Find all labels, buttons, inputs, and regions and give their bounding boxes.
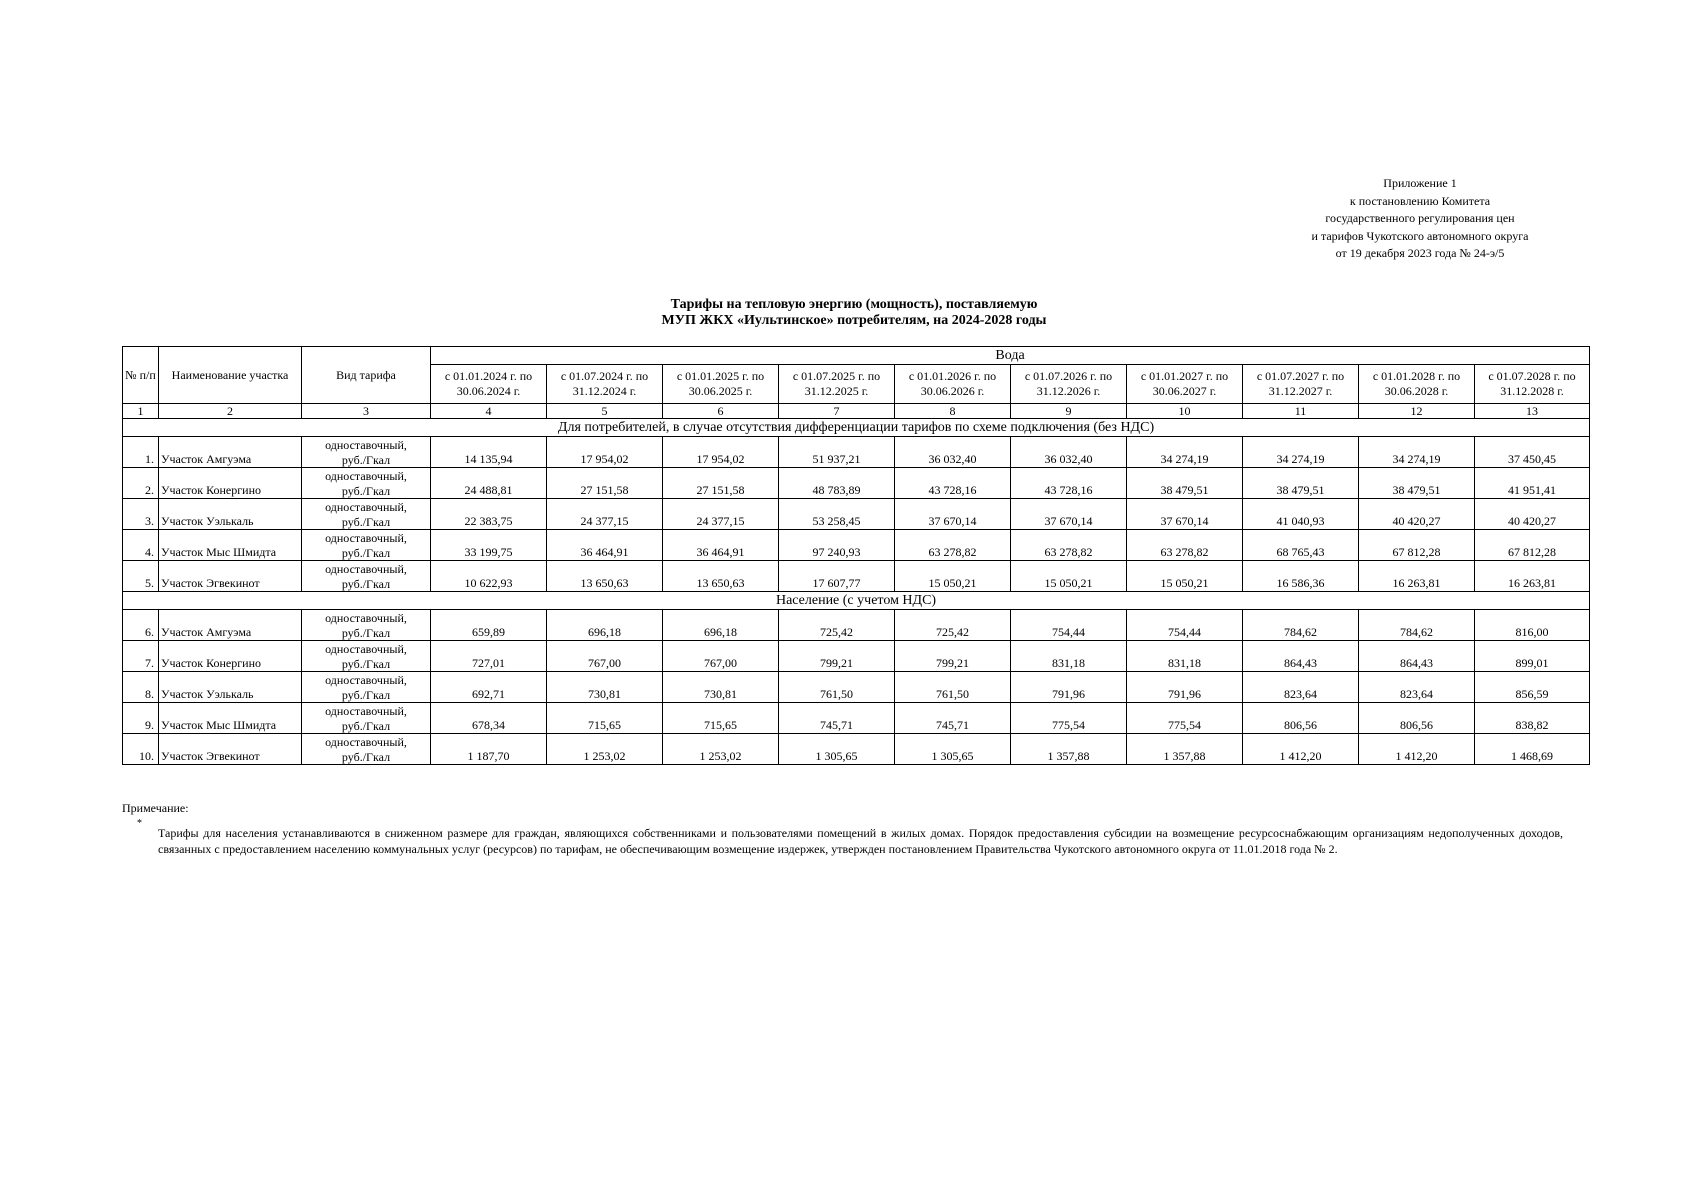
tariff-value-cell: 24 377,15 [663, 499, 779, 530]
tariff-value-cell: 67 812,28 [1475, 530, 1590, 561]
tariff-type-line-1: одноставочный, [325, 469, 407, 483]
tariff-value-cell: 13 650,63 [663, 561, 779, 592]
row-site-name: Участок Эгвекинот [159, 734, 302, 765]
note-text: Тарифы для населения устанавливаются в сниженном размере для граждан, являющихся собственниками и пользователями помещений в жилых домах. Порядок предоставления субсидии на возмещение ресурсоснабжающим организациям недополученных доходов, связанных с предоставлением населению коммунальных услуг (ресурсов) по тарифам, не обеспечивающим возмещение издержек, утвержден постановлением Правительства Чукотского автономного округа от 11.01.2018 года № 2. [158, 826, 1563, 856]
tariff-value-cell: 13 650,63 [547, 561, 663, 592]
tariff-value-cell: 799,21 [779, 641, 895, 672]
tariff-value-cell: 816,00 [1475, 610, 1590, 641]
table-row [123, 561, 1590, 592]
tariff-value-cell: 14 135,94 [431, 437, 547, 468]
tariff-value-cell: 24 377,15 [547, 499, 663, 530]
tariff-value-cell: 17 954,02 [663, 437, 779, 468]
column-number: 2 [159, 404, 302, 419]
section-title: Население (с учетом НДС) [123, 592, 1590, 610]
row-tariff-type [302, 703, 431, 734]
tariff-value-cell: 97 240,93 [779, 530, 895, 561]
tariff-value-cell: 725,42 [779, 610, 895, 641]
tariff-type-line-1: одноставочный, [325, 438, 407, 452]
row-number: 1. [123, 437, 159, 468]
tariff-type-line-1: одноставочный, [325, 611, 407, 625]
appendix-line: к постановлению Комитета [1349, 193, 1491, 208]
header-row-group [123, 347, 1590, 365]
tariff-value-cell: 767,00 [663, 641, 779, 672]
row-tariff-type [302, 734, 431, 765]
tariff-value-cell: 38 479,51 [1243, 468, 1359, 499]
header-num: № п/п [123, 347, 159, 404]
tariff-value-cell: 799,21 [895, 641, 1011, 672]
row-tariff-type [302, 641, 431, 672]
tariff-value-cell: 715,65 [547, 703, 663, 734]
header-period: с 01.07.2027 г. по 31.12.2027 г. [1243, 365, 1359, 404]
tariff-value-cell: 48 783,89 [779, 468, 895, 499]
tariff-type-line-2: руб./Гкал [341, 749, 391, 764]
tariff-value-cell: 791,96 [1011, 672, 1127, 703]
header-period: с 01.01.2026 г. по 30.06.2026 г. [895, 365, 1011, 404]
tariff-value-cell: 1 357,88 [1011, 734, 1127, 765]
row-site-name: Участок Мыс Шмидта [159, 530, 302, 561]
row-number: 5. [123, 561, 159, 592]
column-number: 11 [1243, 404, 1359, 419]
table-row [123, 734, 1590, 765]
header-period: с 01.01.2027 г. по 30.06.2027 г. [1127, 365, 1243, 404]
appendix-line: и тарифов Чукотского автономного округа [1311, 228, 1529, 243]
tariff-value-cell: 659,89 [431, 610, 547, 641]
row-number: 7. [123, 641, 159, 672]
column-number: 5 [547, 404, 663, 419]
tariff-value-cell: 41 040,93 [1243, 499, 1359, 530]
row-site-name: Участок Уэлькаль [159, 672, 302, 703]
tariff-type-line-1: одноставочный, [325, 704, 407, 718]
row-tariff-type [302, 437, 431, 468]
tariff-value-cell: 68 765,43 [1243, 530, 1359, 561]
tariff-value-cell: 40 420,27 [1359, 499, 1475, 530]
tariff-type-line-1: одноставочный, [325, 562, 407, 576]
tariff-value-cell: 1 305,65 [779, 734, 895, 765]
tariff-value-cell: 761,50 [779, 672, 895, 703]
header-name: Наименование участка [159, 347, 302, 404]
header-period: с 01.07.2026 г. по 31.12.2026 г. [1011, 365, 1127, 404]
tariff-value-cell: 10 622,93 [431, 561, 547, 592]
table-row [123, 610, 1590, 641]
tariff-value-cell: 1 412,20 [1243, 734, 1359, 765]
section-title: Для потребителей, в случае отсутствия дифференциации тарифов по схеме подключения (без НДС) [123, 419, 1590, 437]
tariff-value-cell: 692,71 [431, 672, 547, 703]
tariff-value-cell: 36 032,40 [1011, 437, 1127, 468]
tariff-value-cell: 17 954,02 [547, 437, 663, 468]
row-site-name: Участок Амгуэма [159, 437, 302, 468]
tariff-value-cell: 27 151,58 [663, 468, 779, 499]
tariff-value-cell: 38 479,51 [1127, 468, 1243, 499]
tariff-value-cell: 745,71 [895, 703, 1011, 734]
tariff-value-cell: 24 488,81 [431, 468, 547, 499]
tariff-value-cell: 16 263,81 [1359, 561, 1475, 592]
tariff-type-line-1: одноставочный, [325, 500, 407, 514]
title-line-2: МУП ЖКХ «Иультинское» потребителям, на 2024-2028 годы [661, 313, 1047, 328]
header-period: с 01.01.2024 г. по 30.06.2024 г. [431, 365, 547, 404]
row-site-name: Участок Мыс Шмидта [159, 703, 302, 734]
tariff-value-cell: 1 357,88 [1127, 734, 1243, 765]
row-tariff-type [302, 530, 431, 561]
tariff-value-cell: 43 728,16 [895, 468, 1011, 499]
tariff-value-cell: 761,50 [895, 672, 1011, 703]
column-number: 4 [431, 404, 547, 419]
appendix-block [1250, 175, 1590, 263]
tariff-type-line-2: руб./Гкал [341, 545, 391, 560]
tariff-type-line-2: руб./Гкал [341, 514, 391, 529]
tariff-value-cell: 1 412,20 [1359, 734, 1475, 765]
tariff-value-cell: 36 464,91 [663, 530, 779, 561]
tariff-value-cell: 63 278,82 [1011, 530, 1127, 561]
tariff-value-cell: 730,81 [663, 672, 779, 703]
row-tariff-type [302, 561, 431, 592]
tariff-value-cell: 725,42 [895, 610, 1011, 641]
header-row-column-numbers [123, 404, 1590, 419]
tariff-value-cell: 838,82 [1475, 703, 1590, 734]
tariff-value-cell: 36 464,91 [547, 530, 663, 561]
row-number: 6. [123, 610, 159, 641]
tariff-value-cell: 730,81 [547, 672, 663, 703]
tariff-value-cell: 1 468,69 [1475, 734, 1590, 765]
row-tariff-type [302, 499, 431, 530]
tariff-value-cell: 33 199,75 [431, 530, 547, 561]
tariff-value-cell: 678,34 [431, 703, 547, 734]
tariff-value-cell: 43 728,16 [1011, 468, 1127, 499]
row-tariff-type [302, 468, 431, 499]
column-number: 6 [663, 404, 779, 419]
tariff-value-cell: 864,43 [1359, 641, 1475, 672]
tariff-value-cell: 727,01 [431, 641, 547, 672]
column-number: 9 [1011, 404, 1127, 419]
tariff-value-cell: 784,62 [1359, 610, 1475, 641]
note-asterisk: * [137, 818, 142, 829]
header-period: с 01.01.2028 г. по 30.06.2028 г. [1359, 365, 1475, 404]
row-number: 8. [123, 672, 159, 703]
note-label: Примечание: [122, 801, 189, 815]
tariff-value-cell: 27 151,58 [547, 468, 663, 499]
column-number: 10 [1127, 404, 1243, 419]
tariff-type-line-1: одноставочный, [325, 735, 407, 749]
tariff-value-cell: 775,54 [1011, 703, 1127, 734]
tariff-type-line-2: руб./Гкал [341, 718, 391, 733]
tariff-value-cell: 806,56 [1243, 703, 1359, 734]
tariff-value-cell: 767,00 [547, 641, 663, 672]
tariff-value-cell: 51 937,21 [779, 437, 895, 468]
tariff-value-cell: 53 258,45 [779, 499, 895, 530]
row-number: 9. [123, 703, 159, 734]
row-site-name: Участок Конергино [159, 468, 302, 499]
row-site-name: Участок Конергино [159, 641, 302, 672]
tariff-value-cell: 37 670,14 [1127, 499, 1243, 530]
tariff-type-line-2: руб./Гкал [341, 625, 391, 640]
tariff-type-line-2: руб./Гкал [341, 576, 391, 591]
tariff-value-cell: 831,18 [1011, 641, 1127, 672]
tariff-value-cell: 784,62 [1243, 610, 1359, 641]
header-period: с 01.07.2025 г. по 31.12.2025 г. [779, 365, 895, 404]
row-site-name: Участок Амгуэма [159, 610, 302, 641]
tariff-value-cell: 1 253,02 [547, 734, 663, 765]
table-row [123, 468, 1590, 499]
tariff-value-cell: 864,43 [1243, 641, 1359, 672]
tariff-type-line-2: руб./Гкал [341, 687, 391, 702]
tariff-value-cell: 696,18 [547, 610, 663, 641]
tariff-value-cell: 1 187,70 [431, 734, 547, 765]
table-row [123, 641, 1590, 672]
tariff-value-cell: 806,56 [1359, 703, 1475, 734]
table-row [123, 530, 1590, 561]
row-number: 4. [123, 530, 159, 561]
column-number: 13 [1475, 404, 1590, 419]
header-group-water: Вода [431, 347, 1590, 365]
row-site-name: Участок Уэлькаль [159, 499, 302, 530]
tariff-value-cell: 1 253,02 [663, 734, 779, 765]
tariff-value-cell: 823,64 [1243, 672, 1359, 703]
tariff-value-cell: 22 383,75 [431, 499, 547, 530]
tariff-value-cell: 34 274,19 [1243, 437, 1359, 468]
tariff-type-line-2: руб./Гкал [341, 452, 391, 467]
tariff-value-cell: 38 479,51 [1359, 468, 1475, 499]
tariff-value-cell: 15 050,21 [1011, 561, 1127, 592]
tariff-value-cell: 41 951,41 [1475, 468, 1590, 499]
title-line-1: Тарифы на тепловую энергию (мощность), поставляемую [670, 297, 1038, 312]
tariff-value-cell: 36 032,40 [895, 437, 1011, 468]
tariff-table [122, 346, 1590, 765]
tariff-value-cell: 775,54 [1127, 703, 1243, 734]
column-number: 3 [302, 404, 431, 419]
row-tariff-type [302, 672, 431, 703]
tariff-value-cell: 715,65 [663, 703, 779, 734]
document-title [430, 297, 1278, 329]
tariff-value-cell: 791,96 [1127, 672, 1243, 703]
tariff-value-cell: 754,44 [1011, 610, 1127, 641]
appendix-line: Приложение 1 [1383, 176, 1457, 190]
tariff-value-cell: 37 450,45 [1475, 437, 1590, 468]
tariff-value-cell: 754,44 [1127, 610, 1243, 641]
tariff-value-cell: 15 050,21 [1127, 561, 1243, 592]
tariff-type-line-1: одноставочный, [325, 642, 407, 656]
tariff-value-cell: 15 050,21 [895, 561, 1011, 592]
column-number: 8 [895, 404, 1011, 419]
tariff-value-cell: 40 420,27 [1475, 499, 1590, 530]
tariff-value-cell: 37 670,14 [895, 499, 1011, 530]
tariff-value-cell: 17 607,77 [779, 561, 895, 592]
tariff-value-cell: 823,64 [1359, 672, 1475, 703]
column-number: 12 [1359, 404, 1475, 419]
column-number: 1 [123, 404, 159, 419]
section-row [123, 419, 1590, 437]
header-period: с 01.07.2028 г. по 31.12.2028 г. [1475, 365, 1590, 404]
row-tariff-type [302, 610, 431, 641]
tariff-type-line-2: руб./Гкал [341, 483, 391, 498]
column-number: 7 [779, 404, 895, 419]
tariff-value-cell: 67 812,28 [1359, 530, 1475, 561]
table-row [123, 499, 1590, 530]
tariff-value-cell: 37 670,14 [1011, 499, 1127, 530]
tariff-value-cell: 831,18 [1127, 641, 1243, 672]
tariff-value-cell: 63 278,82 [895, 530, 1011, 561]
tariff-value-cell: 34 274,19 [1359, 437, 1475, 468]
row-number: 3. [123, 499, 159, 530]
tariff-value-cell: 63 278,82 [1127, 530, 1243, 561]
tariff-value-cell: 1 305,65 [895, 734, 1011, 765]
tariff-value-cell: 899,01 [1475, 641, 1590, 672]
section-row [123, 592, 1590, 610]
header-period: с 01.01.2025 г. по 30.06.2025 г. [663, 365, 779, 404]
tariff-value-cell: 856,59 [1475, 672, 1590, 703]
appendix-line: от 19 декабря 2023 года № 24-э/5 [1335, 246, 1505, 260]
table-row [123, 703, 1590, 734]
row-number: 2. [123, 468, 159, 499]
appendix-line: государственного регулирования цен [1325, 211, 1515, 225]
table-row [123, 672, 1590, 703]
tariff-type-line-1: одноставочный, [325, 531, 407, 545]
tariff-value-cell: 745,71 [779, 703, 895, 734]
header-period: с 01.07.2024 г. по 31.12.2024 г. [547, 365, 663, 404]
tariff-value-cell: 16 586,36 [1243, 561, 1359, 592]
tariff-value-cell: 16 263,81 [1475, 561, 1590, 592]
tariff-type-line-1: одноставочный, [325, 673, 407, 687]
row-site-name: Участок Эгвекинот [159, 561, 302, 592]
tariff-value-cell: 34 274,19 [1127, 437, 1243, 468]
tariff-value-cell: 696,18 [663, 610, 779, 641]
header-type: Вид тарифа [302, 347, 431, 404]
tariff-type-line-2: руб./Гкал [341, 656, 391, 671]
table-row [123, 437, 1590, 468]
row-number: 10. [123, 734, 159, 765]
